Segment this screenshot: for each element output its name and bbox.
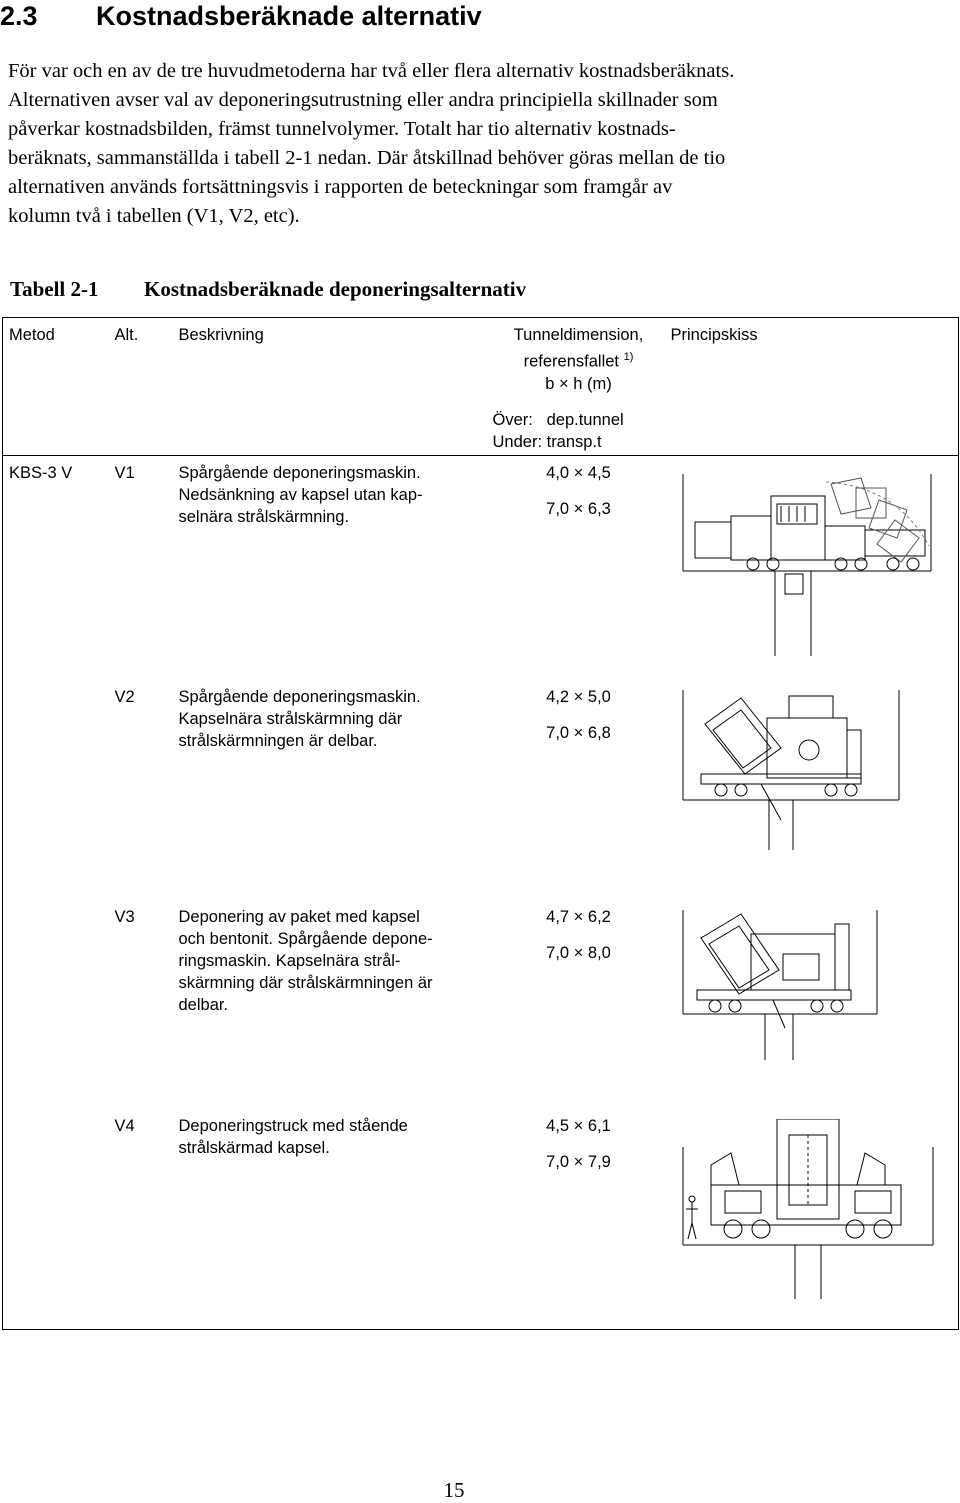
cell-alt: V3 xyxy=(114,908,135,926)
header-description: Beskrivning xyxy=(179,318,491,456)
table-header-row xyxy=(3,318,959,456)
alternatives-table xyxy=(2,317,959,1330)
header-dimension xyxy=(491,318,667,456)
header-alt: Alt. xyxy=(115,318,179,456)
intro-line: För var och en av de tre huvudmetoderna har två eller flera alternativ kostnadsberäknats. xyxy=(8,60,735,82)
header-dimension-line2: referensfallet $^{1)}$ xyxy=(523,351,634,371)
table-caption-label: Tabell 2-1 xyxy=(10,277,99,301)
cell-sketch xyxy=(667,456,959,681)
table-caption-title: Kostnadsberäknade deponeringsalternativ xyxy=(144,277,527,301)
header-sketch: Principskiss xyxy=(667,318,959,456)
cell-description: Spårgående deponeringsmaskin. Kapselnära strålskärmning där strålskärmningen är delbar. xyxy=(178,688,421,750)
header-sub-line: Över: dep.tunnel xyxy=(492,410,624,429)
intro-line: beräknats, sammanställda i tabell 2-1 nedan. Där åtskillnad behöver göras mellan de tio xyxy=(8,147,726,169)
package-deposition-machine-sketch-icon xyxy=(681,910,951,1100)
table-row xyxy=(3,456,959,681)
section-title: Kostnadsberäknade alternativ xyxy=(96,1,482,31)
header-dimension-sub xyxy=(491,409,667,453)
footnote-mark: 1) xyxy=(623,351,634,363)
cell-sketch xyxy=(667,1109,959,1330)
cell-method: KBS-3 V xyxy=(9,464,73,482)
cell-method xyxy=(3,1109,115,1330)
cell-description: Deponeringstruck med stående strålskärmad kapsel. xyxy=(178,1117,408,1157)
tilted-shield-machine-sketch-icon xyxy=(681,690,951,880)
intro-line: Alternativen avser val av deponeringsutrustning eller andra principiella skillnader som xyxy=(8,89,718,111)
deposition-truck-sketch-icon xyxy=(681,1119,951,1309)
cell-dimensions: 4,7 × 6,2 7,0 × 8,0 xyxy=(546,908,611,962)
table-row xyxy=(3,900,959,1109)
rail-deposition-machine-sketch-icon xyxy=(681,466,951,656)
header-dimension-line: b × h (m) xyxy=(545,374,612,393)
cell-method xyxy=(3,900,115,1109)
header-dimension-line: Tunneldimension, xyxy=(513,326,644,344)
intro-line: alternativen används fortsättningsvis i rapporten de beteckningar som framgår av xyxy=(8,176,673,198)
header-method: Metod xyxy=(3,318,115,456)
intro-paragraph xyxy=(8,57,918,231)
page-number: 15 xyxy=(443,1478,465,1502)
table-row xyxy=(3,680,959,900)
cell-description: Deponering av paket med kapsel och bentonit. Spårgående depone- ringsmaskin. Kapselnära strål- skärmning där strålskärmningen är delbar. xyxy=(178,908,433,1014)
cell-alt: V2 xyxy=(114,688,135,706)
table-caption xyxy=(10,277,526,302)
cell-dimensions: 4,2 × 5,0 7,0 × 6,8 xyxy=(546,688,611,742)
cell-alt: V4 xyxy=(114,1117,135,1135)
cell-method xyxy=(3,680,115,900)
section-number: 2.3 xyxy=(0,1,38,31)
table-row xyxy=(3,1109,959,1330)
cell-description: Spårgående deponeringsmaskin. Nedsänkning av kapsel utan kap- selnära strålskärmning. xyxy=(178,464,423,526)
cell-sketch xyxy=(667,680,959,900)
section-heading xyxy=(0,0,482,32)
intro-line: påverkar kostnadsbilden, främst tunnelvolymer. Totalt har tio alternativ kostnads- xyxy=(8,118,676,140)
cell-alt: V1 xyxy=(114,464,135,482)
header-sub-line: Under: transp.t xyxy=(492,432,602,451)
cell-dimensions: 4,5 × 6,1 7,0 × 7,9 xyxy=(546,1117,611,1171)
intro-line: kolumn två i tabellen (V1, V2, etc). xyxy=(8,205,300,227)
cell-sketch xyxy=(667,900,959,1109)
cell-dimensions: 4,0 × 4,5 7,0 × 6,3 xyxy=(546,464,611,518)
